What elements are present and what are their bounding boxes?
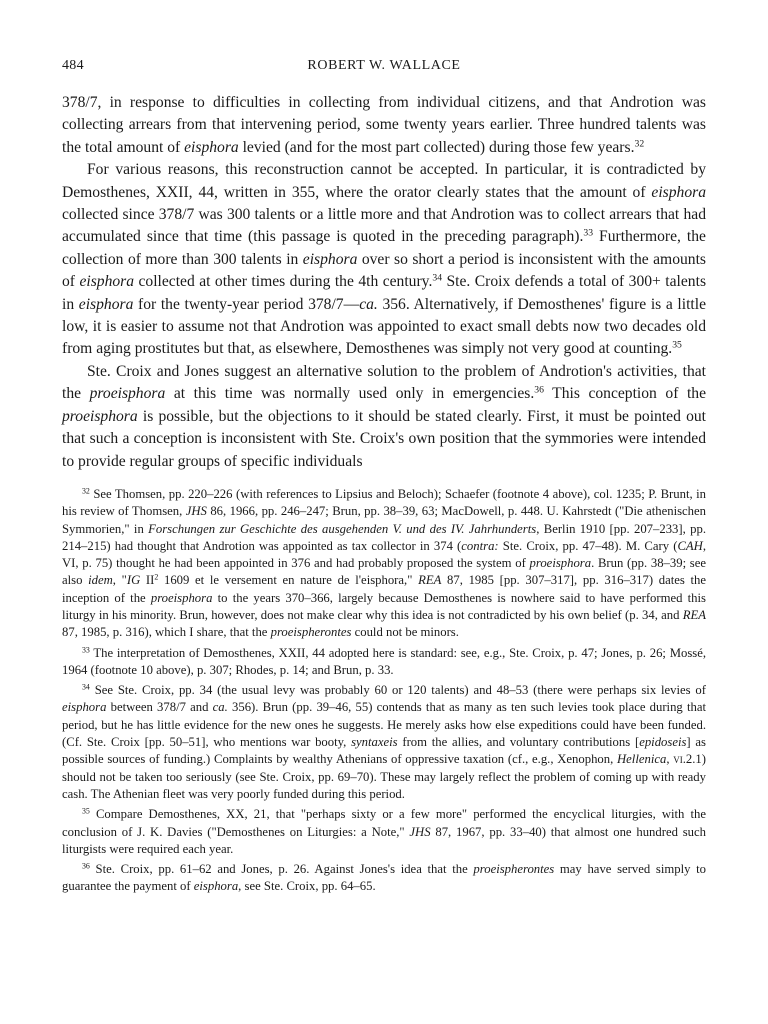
footnote-ref-32: 32: [634, 138, 645, 150]
page-header: [62, 58, 706, 80]
footnote-35: $^{35}$ Compare Demosthenes, XX, 21, that "perhaps sixty or a few more" performed the encyclical liturgies, with the conclusion of J. K. Davies ("Demosthenes on Liturgies: a Note," JHS 87, 1967, pp. 33–40) that almost one hundred such liturgists were required each year.: [62, 806, 706, 856]
book-page: [62, 58, 706, 899]
paragraph-2: For various reasons, this reconstruction cannot be accepted. In particular, it is contradicted by Demosthenes, XXII, 44, written in 355, where the orator clearly states that the amount of eisphora collected since 378/7 was 300 talents or a little more and that Androtion was to collect arrears that had accumulated since that time (this passage is quoted in the preceding paragraph).$^{33}$ Furthermore, the collection of more than 300 talents in eisphora over so short a period is inconsistent with the amounts of eisphora collected at other times during the 4th century.$^{34}$ Ste. Croix defends a total of 300+ talents in eisphora for the twenty-year period 378/7—ca. 356. Alternatively, if Demosthenes' figure is a little low, it is easier to assume not that Androtion was appointed to exact small debts now two decades old from aging prostitutes but that, as elsewhere, Demosthenes was simply not very good at counting.$^{35}$: [62, 161, 707, 358]
footnote-ref-36: 36: [534, 384, 544, 396]
footnote-ref-35: 35: [672, 340, 682, 352]
paragraph-1: 378/7, in response to difficulties in collecting from individual citizens, and that Androtion was collecting arrears from that intervening period, some twenty years earlier. Three hundred talents was the total amount of eisphora levied (and for the most part collected) during those few years.$^{32}$: [62, 94, 706, 156]
running-title: ROBERT W. WALLACE: [307, 58, 461, 73]
main-text: [62, 92, 706, 473]
footnote-34: $^{34}$ See Ste. Croix, pp. 34 (the usual levy was probably 60 or 120 talents) and 48–53 (there were perhaps six levies of eisphora between 378/7 and ca. 356). Brun (pp. 39–46, 55) contends that as many as ten such levies took place during that period, but he has little evidence for the new ones he suggests. He merely asks how else expeditions could have been funded. (Cf. Ste. Croix [pp. 50–51], who mentions war booty, syntaxeis from the allies, and voluntary contributions [epidoseis] as possible sources of funding.) Complaints by wealthy Athenians of oppressive taxation (cf., e.g., Xenophon, Hellenica, vi.2.1) should not be taken too seriously (see Ste. Croix, pp. 69–70). These may largely reflect the problem of coming up with ready cash. The Athenian fleet was very poorly funded during this period.: [62, 682, 706, 801]
page-number: 484: [62, 58, 84, 73]
paragraph-3: Ste. Croix and Jones suggest an alternative solution to the problem of Androtion's activities, that the proeisphora at this time was normally used only in emergencies.$^{36}$ This conception of the proeisphora is possible, but the objections to it should be stated clearly. First, it must be pointed out that such a conception is inconsistent with Ste. Croix's own position that the symmories were intended to provide regular groups of specific individuals: [62, 362, 706, 470]
footnote-ref-33: 33: [583, 228, 594, 240]
footnotes: [62, 486, 706, 896]
footnote-ref-34: 34: [432, 272, 443, 284]
footnote-33: $^{33}$ The interpretation of Demosthenes, XXII, 44 adopted here is standard: see, e.g., Ste. Croix, p. 47; Jones, p. 26; Mossé, 1964 (footnote 10 above), p. 307; Rhodes, p. 14; and Brun, p. 33.: [62, 645, 706, 677]
footnote-36: $^{36}$ Ste. Croix, pp. 61–62 and Jones, p. 26. Against Jones's idea that the proeispherontes may have served simply to guarantee the payment of eisphora, see Ste. Croix, pp. 64–65.: [62, 861, 707, 894]
footnote-32: $^{32}$ See Thomsen, pp. 220–226 (with references to Lipsius and Beloch); Schaefer (footnote 4 above), col. 1235; P. Brunt, in his review of Thomsen, JHS 86, 1966, pp. 246–247; Brun, pp. 38–39, 63; MacDowell, p. 448. U. Kahrstedt ("Die athenischen Symmorien," in Forschungen zur Geschichte des ausgehenden V. und des IV. Jahrhunderts, Berlin 1910 [pp. 207–233], pp. 214–215) had thought that Androtion was appointed as tax collector in 374 (contra: Ste. Croix, pp. 47–48). M. Cary (CAH, VI, p. 75) thought he had been appointed in 376 and had probably proposed the system of proeisphora. Brun (pp. 38–39; see also idem, "IG $II^2$ 1609 et le versement en nature de l'eisphora," REA 87, 1985 [pp. 307–317], pp. 316–317) dates the inception of the proeisphora to the years 370–366, largely because Demosthenes is nowhere said to have performed this liturgy in his minority. Brun, however, does not make clear why this idea is not contradicted by his own belief (p. 34, and REA 87, 1985, p. 316), which I share, that the proeispherontes could not be minors.: [62, 486, 706, 640]
